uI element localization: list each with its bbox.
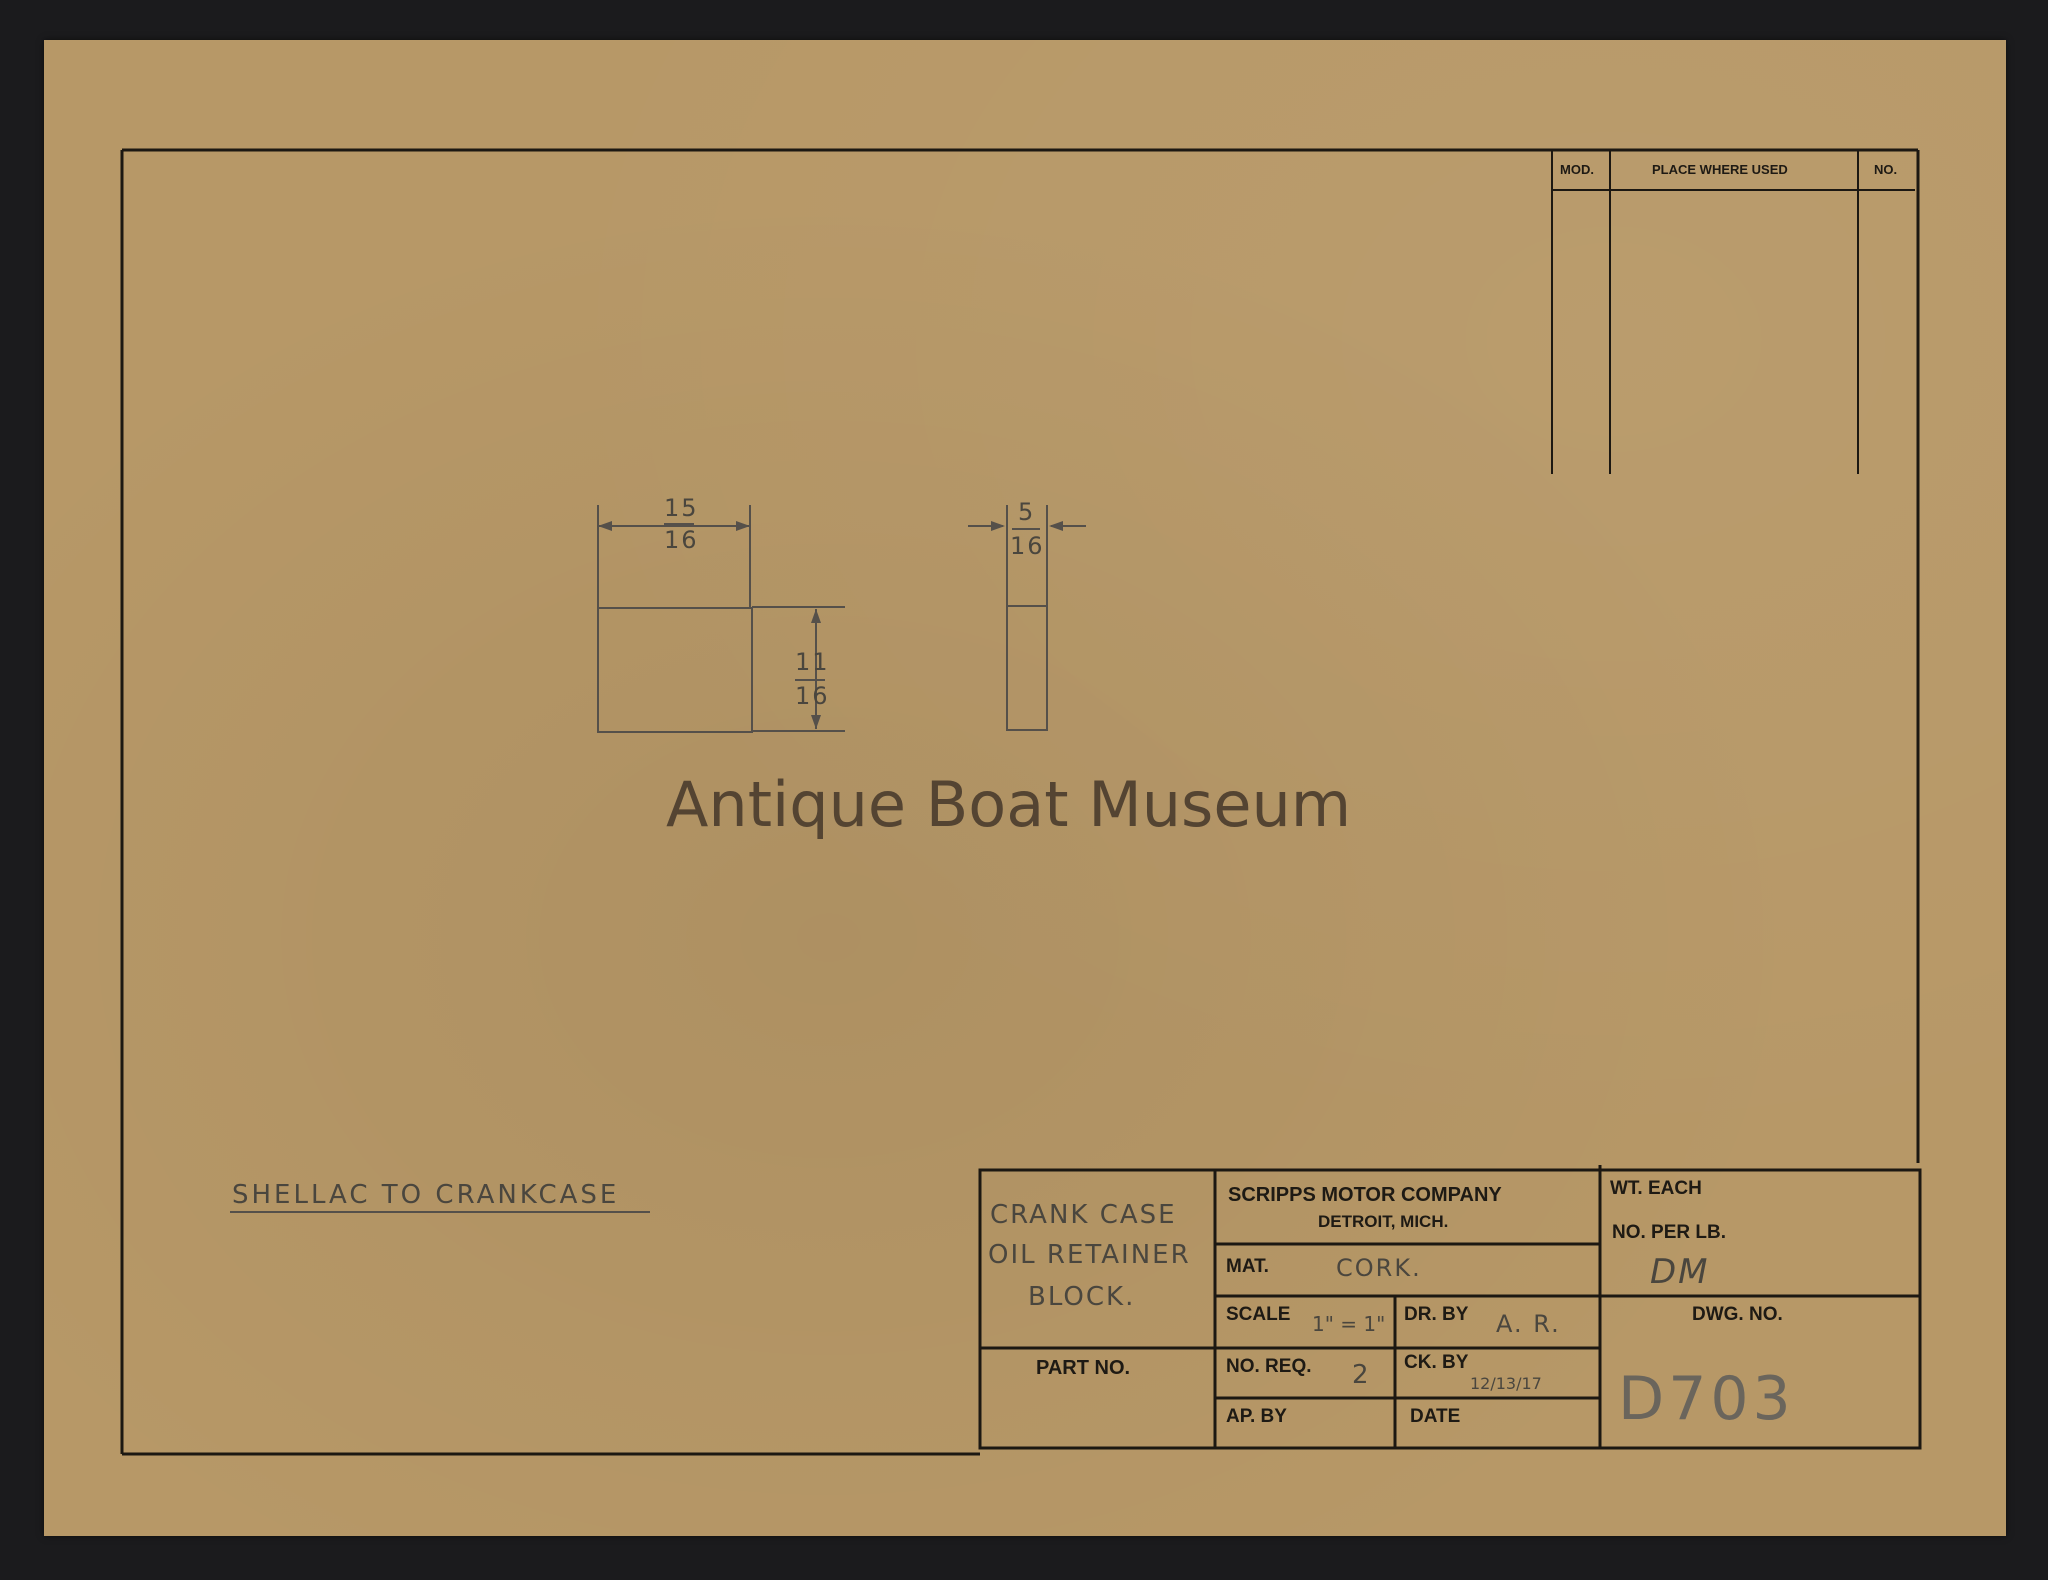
scale-value: 1" = 1" bbox=[1312, 1312, 1386, 1336]
ck-by-label: CK. BY bbox=[1404, 1352, 1469, 1373]
rev-header-place: PLACE WHERE USED bbox=[1652, 162, 1788, 177]
rev-header-mod: MOD. bbox=[1560, 162, 1594, 177]
ap-by-label: AP. BY bbox=[1226, 1406, 1287, 1427]
no-req-value: 2 bbox=[1352, 1360, 1371, 1390]
dim-height-den: 16 bbox=[795, 682, 830, 710]
part-name-line-2: OIL RETAINER bbox=[988, 1240, 1191, 1270]
side-view-rect bbox=[1007, 606, 1047, 730]
mat-value: CORK. bbox=[1336, 1254, 1422, 1282]
dr-by-label: DR. BY bbox=[1404, 1304, 1469, 1325]
scale-label: SCALE bbox=[1226, 1304, 1291, 1325]
company-name: SCRIPPS MOTOR COMPANY bbox=[1228, 1184, 1502, 1206]
dim-width-den: 16 bbox=[664, 526, 699, 554]
part-views bbox=[230, 505, 1086, 1212]
dwg-no-value: D703 bbox=[1618, 1364, 1795, 1434]
dim-thickness-num: 5 bbox=[1018, 498, 1036, 526]
no-req-label: NO. REQ. bbox=[1226, 1356, 1312, 1377]
mat-label: MAT. bbox=[1226, 1256, 1269, 1277]
company-location: DETROIT, MICH. bbox=[1318, 1212, 1449, 1231]
dim-thickness-den: 16 bbox=[1010, 532, 1045, 560]
rev-header-no: NO. bbox=[1874, 162, 1898, 177]
no-per-lb-value: DM bbox=[1650, 1252, 1710, 1292]
no-per-lb-label: NO. PER LB. bbox=[1612, 1222, 1727, 1243]
dr-by-value: A. R. bbox=[1496, 1310, 1561, 1338]
ck-by-value: 12/13/17 bbox=[1470, 1374, 1542, 1393]
part-name-line-1: CRANK CASE bbox=[990, 1200, 1177, 1230]
dwg-no-label: DWG. NO. bbox=[1692, 1304, 1783, 1325]
part-no-label: PART NO. bbox=[1036, 1357, 1131, 1379]
dim-width-num: 15 bbox=[664, 494, 699, 522]
museum-watermark: Antique Boat Museum bbox=[666, 768, 1352, 841]
front-view-rect bbox=[598, 608, 752, 732]
part-name-line-3: BLOCK. bbox=[1028, 1282, 1136, 1312]
date-label: DATE bbox=[1410, 1406, 1461, 1427]
dim-height-num: 11 bbox=[795, 648, 830, 676]
shellac-note: SHELLAC TO CRANKCASE bbox=[232, 1180, 620, 1210]
wt-each-label: WT. EACH bbox=[1610, 1178, 1702, 1199]
revision-table-lines bbox=[1552, 150, 1915, 474]
